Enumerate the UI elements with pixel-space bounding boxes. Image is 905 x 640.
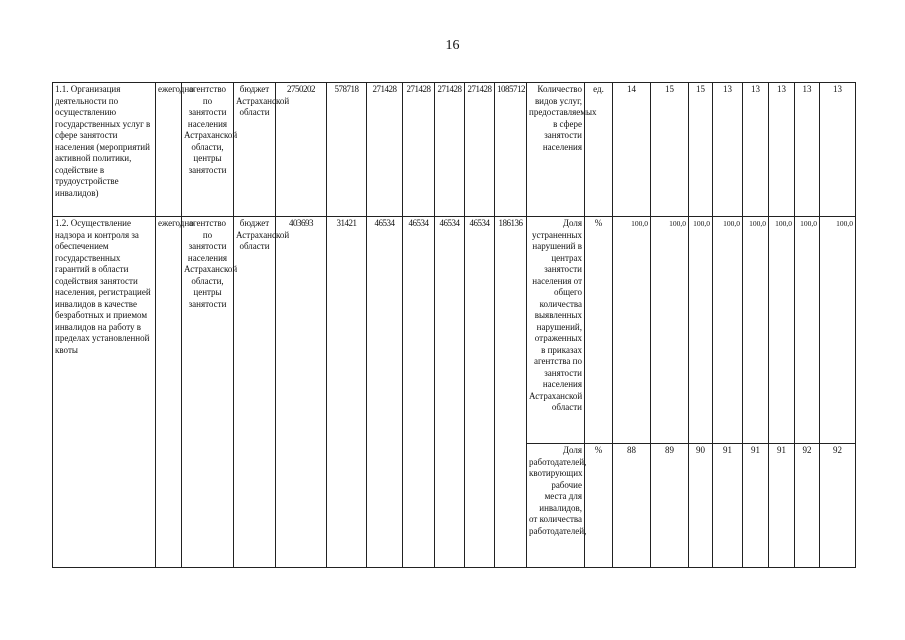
amount-year-cell: 46534 <box>367 217 403 568</box>
target-value-cell: 91 <box>769 444 795 568</box>
target-value-cell: 13 <box>769 83 795 217</box>
amount-year-cell: 46534 <box>403 217 435 568</box>
target-value-cell: 13 <box>820 83 856 217</box>
target-value-cell: 100,0 <box>689 217 713 444</box>
table-row <box>53 83 856 217</box>
target-value-cell: 100,0 <box>743 217 769 444</box>
target-value-cell: 100,0 <box>769 217 795 444</box>
target-value-cell: 91 <box>743 444 769 568</box>
indicator-name-cell: Доля устраненных нарушений в центрах занятости населения от общего количества выявленных нарушений, отраженных в приказах агентства по занятости населения Астраханской области <box>527 217 585 444</box>
amount-year-cell: 186136 <box>495 217 527 568</box>
indicator-unit-cell: ед. <box>585 83 613 217</box>
measure-name-cell: 1.1. Организация деятельности по осуществлению государственных услуг в сфере занятости населения (мероприятий активной политики, содействие в трудоустройстве инвалидов) <box>53 83 156 217</box>
target-value-cell: 14 <box>613 83 651 217</box>
amount-year-cell: 1085712 <box>495 83 527 217</box>
target-value-cell: 13 <box>795 83 820 217</box>
amount-year-cell: 46534 <box>435 217 465 568</box>
amount-year-cell: 31421 <box>327 217 367 568</box>
target-value-cell: 100,0 <box>820 217 856 444</box>
amount-total-cell: 403693 <box>276 217 327 568</box>
indicator-name-cell: Доля работодателей, квотирующих рабочие места для инвалидов, от количества работодателей, <box>527 444 585 568</box>
funding-source-cell: бюджет Астраханской области <box>234 83 276 217</box>
program-table <box>52 82 856 568</box>
target-value-cell: 92 <box>795 444 820 568</box>
page-number: 16 <box>445 38 460 53</box>
period-cell: ежегодно <box>156 217 182 568</box>
target-value-cell: 100,0 <box>651 217 689 444</box>
target-value-cell: 90 <box>689 444 713 568</box>
target-value-cell: 13 <box>713 83 743 217</box>
target-value-cell: 15 <box>651 83 689 217</box>
target-value-cell: 100,0 <box>713 217 743 444</box>
table-row <box>53 217 856 444</box>
target-value-cell: 88 <box>613 444 651 568</box>
target-value-cell: 100,0 <box>795 217 820 444</box>
amount-year-cell: 271428 <box>465 83 495 217</box>
amount-year-cell: 271428 <box>435 83 465 217</box>
target-value-cell: 13 <box>743 83 769 217</box>
measure-name-cell: 1.2. Осуществление надзора и контроля за обеспечением государственных гарантий в области содействия занятости населения, регистрацией инвалидов в качестве безработных и приемом инвалидов на работу в пределах установленной квоты <box>53 217 156 568</box>
indicator-name-cell: Количество видов услуг, предоставляемых в сфере занятости населения <box>527 83 585 217</box>
period-cell: ежегодно <box>156 83 182 217</box>
executor-cell: агентство по занятости населения Астраханской области, центры занятости <box>182 217 234 568</box>
indicator-unit-cell: % <box>585 217 613 444</box>
target-value-cell: 100,0 <box>613 217 651 444</box>
amount-year-cell: 271428 <box>367 83 403 217</box>
amount-year-cell: 578718 <box>327 83 367 217</box>
amount-year-cell: 46534 <box>465 217 495 568</box>
amount-total-cell: 2750202 <box>276 83 327 217</box>
executor-cell: агентство по занятости населения Астраханской области, центры занятости <box>182 83 234 217</box>
target-value-cell: 89 <box>651 444 689 568</box>
funding-source-cell: бюджет Астраханской области <box>234 217 276 568</box>
target-value-cell: 15 <box>689 83 713 217</box>
amount-year-cell: 271428 <box>403 83 435 217</box>
target-value-cell: 91 <box>713 444 743 568</box>
target-value-cell: 92 <box>820 444 856 568</box>
indicator-unit-cell: % <box>585 444 613 568</box>
